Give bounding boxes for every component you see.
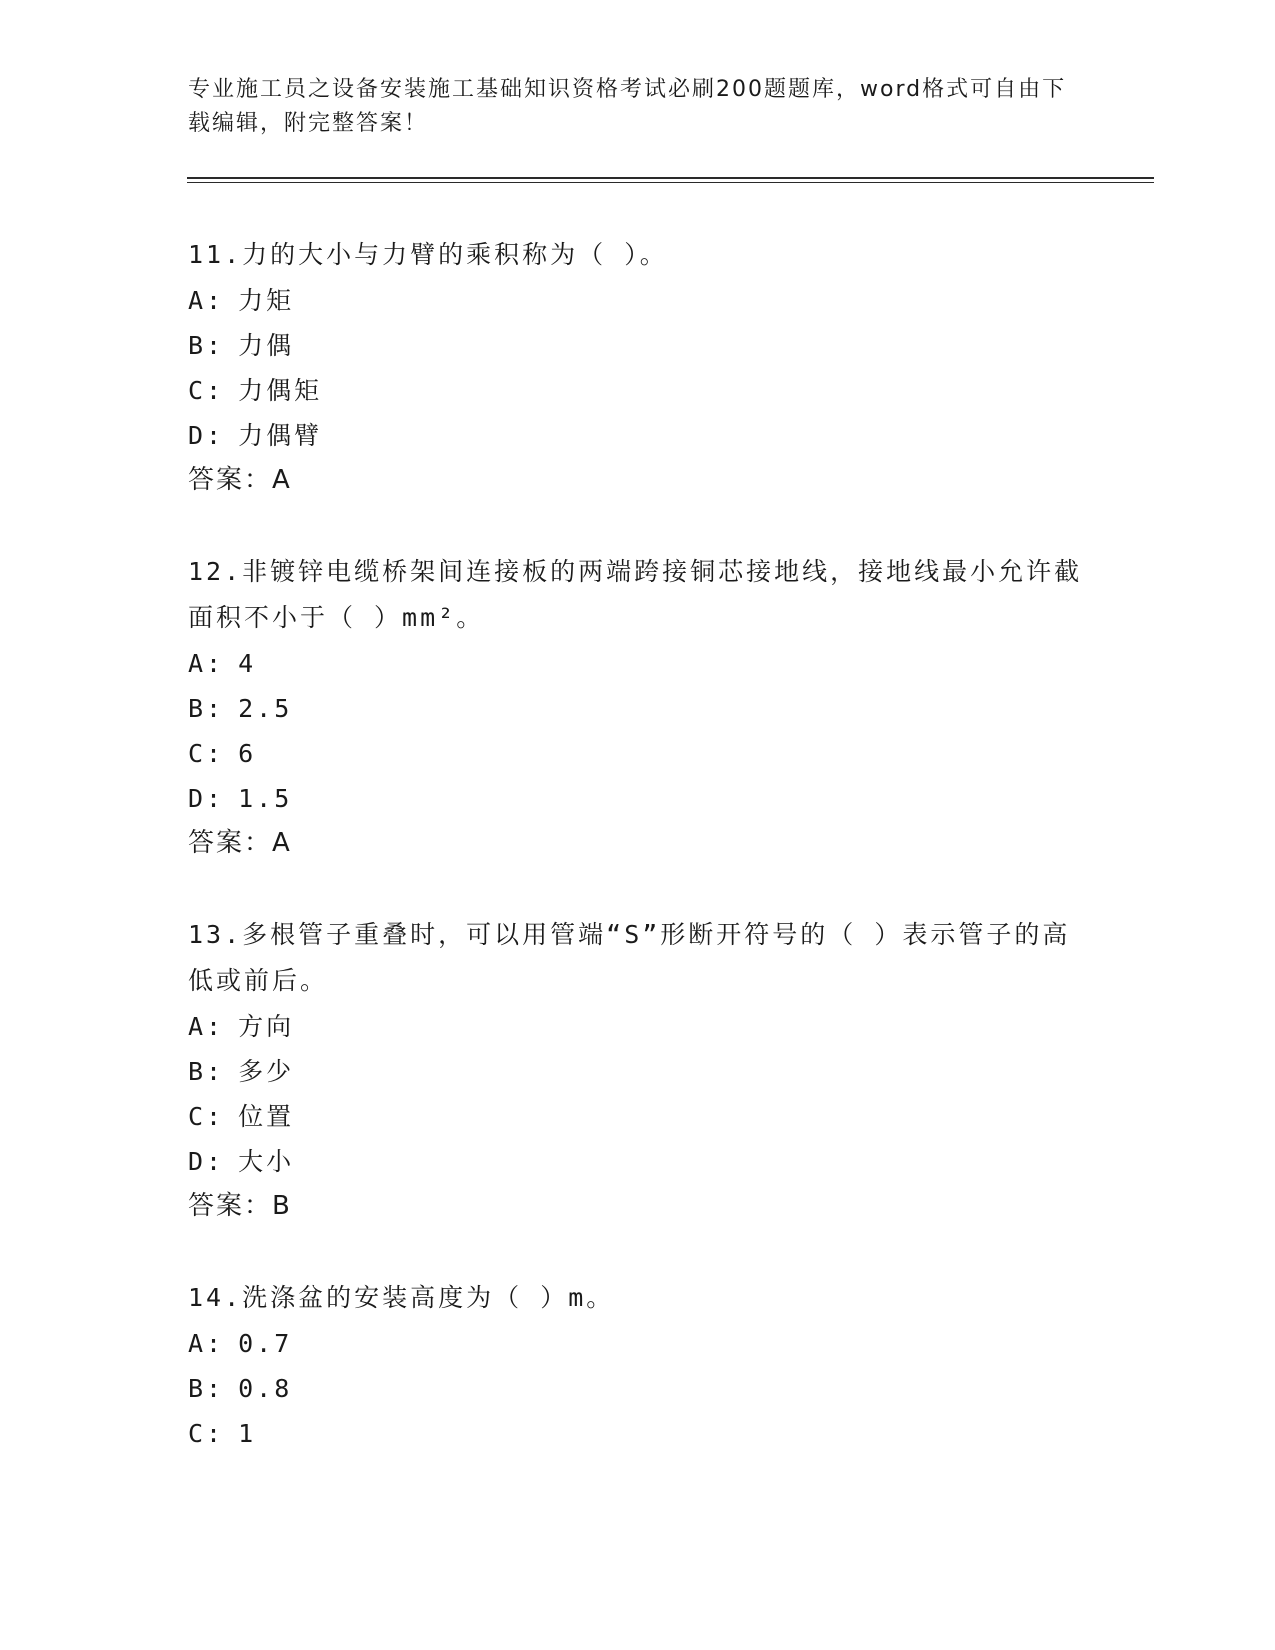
option-letter: A:: [188, 1329, 225, 1358]
option-text: 力偶矩: [238, 376, 323, 405]
option-text: 2.5: [238, 694, 293, 723]
answer-option: [188, 1049, 1088, 1094]
option-text: 力矩: [238, 286, 295, 315]
option-letter: B:: [188, 331, 225, 360]
option-text: 方向: [238, 1012, 295, 1041]
question-block: [188, 912, 1088, 1229]
option-text: 0.8: [238, 1374, 293, 1403]
header-divider-thick: [187, 177, 1154, 179]
option-text: 4: [238, 649, 257, 678]
option-letter: C:: [188, 739, 225, 768]
option-letter: D:: [188, 1147, 225, 1176]
answer-option: [188, 1004, 1088, 1049]
document-header: 专业施工员之设备安装施工基础知识资格考试必刷200题题库，word格式可自由下载编辑，附完整答案！: [188, 77, 1067, 136]
option-letter: D:: [188, 421, 225, 450]
option-text: 0.7: [238, 1329, 293, 1358]
answer-key: 答案：A: [188, 465, 292, 495]
answer-option: [188, 686, 1088, 731]
option-letter: B:: [188, 1374, 225, 1403]
option-letter: A:: [188, 1012, 225, 1041]
option-letter: C:: [188, 1419, 225, 1448]
answer-option: [188, 1094, 1088, 1139]
answer-option: [188, 368, 1088, 413]
answer-option: [188, 323, 1088, 368]
answer-option: [188, 1366, 1088, 1411]
answer-key: 答案：A: [188, 828, 292, 858]
option-text: 1: [238, 1419, 257, 1448]
option-letter: B:: [188, 694, 225, 723]
option-letter: A:: [188, 286, 225, 315]
answer-option: [188, 278, 1088, 323]
answer-option: [188, 413, 1088, 458]
answer-option: [188, 1411, 1088, 1456]
answer-option: [188, 1139, 1088, 1184]
answer-option: [188, 1321, 1088, 1366]
question-block: [188, 1275, 1088, 1456]
question-block: [188, 232, 1088, 503]
option-text: 位置: [238, 1102, 295, 1131]
option-text: 6: [238, 739, 257, 768]
option-letter: B:: [188, 1057, 225, 1086]
question-stem: 14.洗涤盆的安装高度为（ ）m。: [188, 1283, 615, 1312]
option-text: 力偶臂: [238, 421, 323, 450]
option-letter: C:: [188, 376, 225, 405]
answer-option: [188, 641, 1088, 686]
option-text: 多少: [238, 1057, 295, 1086]
question-stem: 12.非镀锌电缆桥架间连接板的两端跨接铜芯接地线，接地线最小允许截面积不小于（ ）mm²。: [188, 557, 1083, 632]
option-text: 力偶: [238, 331, 295, 360]
question-stem: 11.力的大小与力臂的乘积称为（ ）。: [188, 240, 668, 269]
question-list: [188, 232, 1088, 1502]
question-stem: 13.多根管子重叠时，可以用管端“S”形断开符号的（ ）表示管子的高低或前后。: [188, 920, 1071, 995]
option-letter: D:: [188, 784, 225, 813]
option-text: 大小: [238, 1147, 295, 1176]
header-divider-thin: [187, 182, 1154, 183]
question-block: [188, 549, 1088, 866]
answer-option: [188, 776, 1088, 821]
answer-option: [188, 731, 1088, 776]
answer-key: 答案：B: [188, 1191, 292, 1221]
option-letter: C:: [188, 1102, 225, 1131]
option-text: 1.5: [238, 784, 293, 813]
option-letter: A:: [188, 649, 225, 678]
